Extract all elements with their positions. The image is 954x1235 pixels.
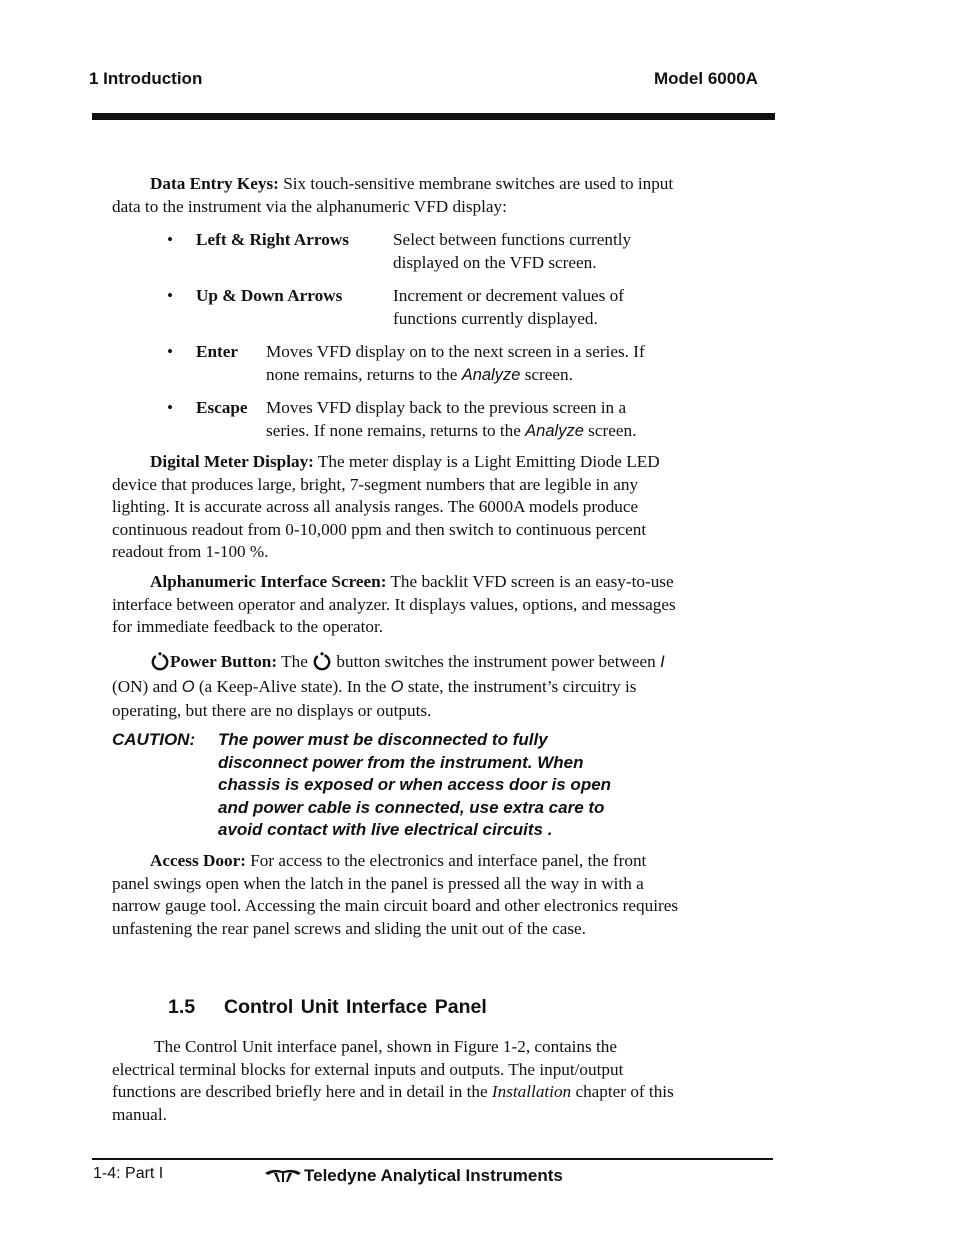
bullet-desc-text: none remains, returns to the [266, 364, 462, 384]
power-button-term: Power Button: [170, 652, 278, 671]
bullet-desc-line: Moves VFD display on to the next screen in a series. If [266, 342, 645, 361]
bullet-desc-up-down [393, 285, 683, 330]
power-text: button switches the instrument power between [332, 652, 661, 671]
digital-meter-text: The meter display is a Light Emitting Diode LED device that produces large, bright, 7-segment numbers that are legible in any lighting. It is accurate across all analysis ranges. The 6000A models produce continuous readout from 0-10,000 ppm and then switch to continuous percent readout from 1-100 %. [112, 452, 660, 562]
header-rule [92, 113, 775, 120]
control-unit-paragraph [112, 1036, 684, 1126]
power-text: state, the instrument’s circuitry is operating, but there are no displays or outputs. [112, 676, 637, 720]
bullet-desc-line: displayed on the VFD screen. [393, 252, 597, 272]
footer-company-name: Teledyne Analytical Instruments [304, 1166, 563, 1185]
bullet-desc-line [266, 364, 686, 387]
data-entry-term: Data Entry Keys: [150, 174, 279, 193]
bullet-term-left-right: Left & Right Arrows [196, 230, 349, 249]
power-icon [150, 651, 170, 671]
digital-meter-paragraph [112, 451, 684, 564]
footer-rule [92, 1158, 773, 1160]
caution-line: disconnect power from the instrument. When [218, 752, 584, 772]
power-button-paragraph [112, 650, 684, 723]
caution-label: CAUTION: [112, 730, 196, 749]
bullet-term-up-down: Up & Down Arrows [196, 286, 343, 305]
power-text: (ON) and [112, 676, 182, 696]
bullet-desc-text: screen. [520, 364, 573, 384]
analyze-screen-name: Analyze [461, 365, 521, 384]
caution-line: avoid contact with live electrical circuits . [218, 820, 553, 840]
off-symbol: O [390, 677, 404, 696]
running-header-model: Model 6000A [654, 69, 758, 88]
control-unit-text: The Control Unit interface panel, shown in Figure 1-2, contains the electrical terminal blocks for external inputs and outputs. The input/output functions are described briefly here and in detail in the [112, 1037, 624, 1102]
bullet-desc-line: Select between functions currently [393, 230, 632, 249]
data-entry-text: Six touch-sensitive membrane switches are used to input data to the instrument via the alphanumeric VFD display: [112, 174, 674, 216]
digital-meter-term: Digital Meter Display: [150, 452, 314, 471]
power-text: (a Keep-Alive state). In the [194, 676, 391, 696]
bullet-desc-text: screen. [583, 420, 637, 440]
control-unit-text: chapter of this manual. [112, 1082, 674, 1124]
bullet-symbol: • [167, 342, 174, 361]
power-icon [312, 651, 332, 671]
bullet-symbol: • [167, 230, 174, 249]
power-text: The [277, 652, 313, 671]
on-symbol: I [660, 653, 665, 671]
section-number: 1.5 [168, 996, 196, 1018]
teledyne-logo-icon [264, 1167, 302, 1183]
bullet-desc-line: functions currently displayed. [393, 308, 598, 328]
access-door-term: Access Door: [150, 851, 246, 870]
bullet-desc-line: Increment or decrement values of [393, 286, 624, 305]
alphanumeric-term: Alphanumeric Interface Screen: [150, 572, 387, 591]
caution-line: The power must be disconnected to fully [218, 730, 548, 749]
bullet-desc-line: Moves VFD display back to the previous screen in a [266, 398, 627, 417]
bullet-desc-escape [266, 397, 686, 442]
off-symbol: O [181, 677, 195, 696]
bullet-symbol: • [167, 286, 174, 305]
bullet-term-enter: Enter [196, 342, 239, 361]
running-header-chapter: 1 Introduction [89, 69, 203, 88]
installation-chapter-ref: Installation [491, 1082, 572, 1102]
data-entry-paragraph [112, 173, 684, 218]
bullet-desc-left-right [393, 229, 683, 274]
alphanumeric-text: The backlit VFD screen is an easy-to-use interface between operator and analyzer. It displays values, options, and messages for immediate feedback to the operator. [112, 572, 676, 637]
bullet-desc-enter [266, 341, 686, 386]
alphanumeric-paragraph [112, 571, 684, 639]
bullet-desc-line [266, 420, 686, 443]
section-heading [168, 996, 487, 1019]
access-door-text: For access to the electronics and interface panel, the front panel swings open when the latch in the panel is pressed all the way in with a narrow gauge tool. Accessing the main circuit board and other electronics requires unfastening the rear panel screws and sliding the unit out of the case. [112, 851, 679, 938]
analyze-screen-name: Analyze [525, 421, 584, 440]
caution-line: chassis is exposed or when access door is open [218, 775, 612, 795]
caution-line: and power cable is connected, use extra care to [218, 797, 605, 817]
bullet-term-escape: Escape [196, 398, 248, 417]
access-door-paragraph [112, 850, 684, 940]
caution-text [218, 729, 668, 842]
bullet-symbol: • [167, 398, 174, 417]
bullet-desc-text: series. If none remains, returns to the [266, 420, 526, 440]
footer-page-number: 1-4: Part I [93, 1165, 164, 1182]
section-title: Control Unit Interface Panel [224, 996, 487, 1018]
